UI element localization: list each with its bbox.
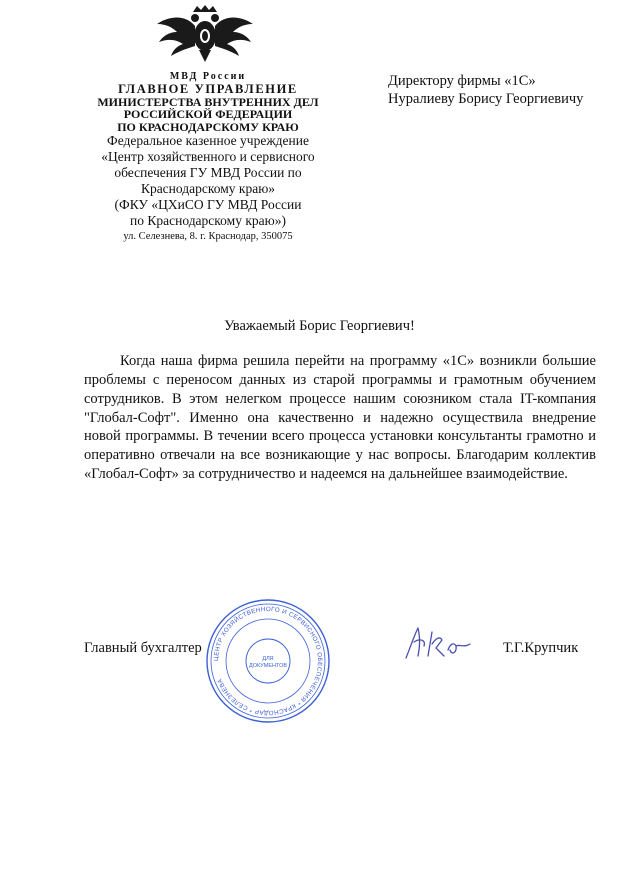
stamp-center-text-1: ДЛЯ [262,656,274,662]
org-line-main-directorate: ГЛАВНОЕ УПРАВЛЕНИЕ [118,81,298,96]
addressee-position: Директору фирмы «1С» [388,73,536,89]
org-line-center-3: Краснодарскому краю» [140,181,276,197]
official-stamp [205,598,331,724]
sender-letterhead [70,72,346,242]
org-line-center-2: обеспечения ГУ МВД России по [114,165,302,181]
org-line-abbrev-1: (ФКУ «ЦХиСО ГУ МВД России [114,197,302,213]
org-line-center-1: «Центр хозяйственного и сервисного [101,149,315,165]
org-line-region: ПО КРАСНОДАРСКОМУ КРАЮ [117,119,299,134]
letter-body: Когда наша фирма решила перейти на программу «1С» возникли большие проблемы с переносом данных из старой программы и грамотным обучением сотрудников. В этом нелегком процессе нашим союзником стала IT-компания "Глобал-Софт". Именно она качественно и надежно осуществила внедрение новой программы. В течении всего процесса установки консультанты грамотно и оперативно отвечали на все возникающие у нас вопросы. Благодарим коллектив «Глобал-Софт» за сотрудничество и надеемся на дальнейшее взаимодействие. [84,353,596,483]
stamp-center-text-2: ДОКУМЕНТОВ [248,663,288,669]
org-line-ministry: МИНИСТЕРСТВА ВНУТРЕННИХ ДЕЛ [97,94,319,109]
org-line-abbrev-2: по Краснодарскому краю») [130,213,286,229]
handwritten-signature [402,622,474,664]
addressee-name: Нуралиеву Борису Георгиевичу [388,91,584,108]
salutation: Уважаемый Борис Георгиевич! [224,318,415,334]
addressee-block [388,72,583,108]
org-line-institution-type: Федеральное казенное учреждение [107,133,309,149]
org-address: ул. Селезнева, 8. г. Краснодар, 350075 [123,230,293,242]
double-headed-eagle-emblem [155,4,255,64]
org-line-federation: РОССИЙСКОЙ ФЕДЕРАЦИИ [123,107,293,122]
signatory-name: Т.Г.Крупчик [503,640,579,656]
org-line-mvd: МВД России [169,71,247,82]
stamp-ring-text: ЦЕНТР ХОЗЯЙСТВЕННОГО И СЕРВИСНОГО ОБЕСПЕЧЕНИЯ * КРАСНОДАР * СЕЛЕЗНЕВА [212,605,324,717]
signatory-title: Главный бухгалтер [84,640,202,656]
